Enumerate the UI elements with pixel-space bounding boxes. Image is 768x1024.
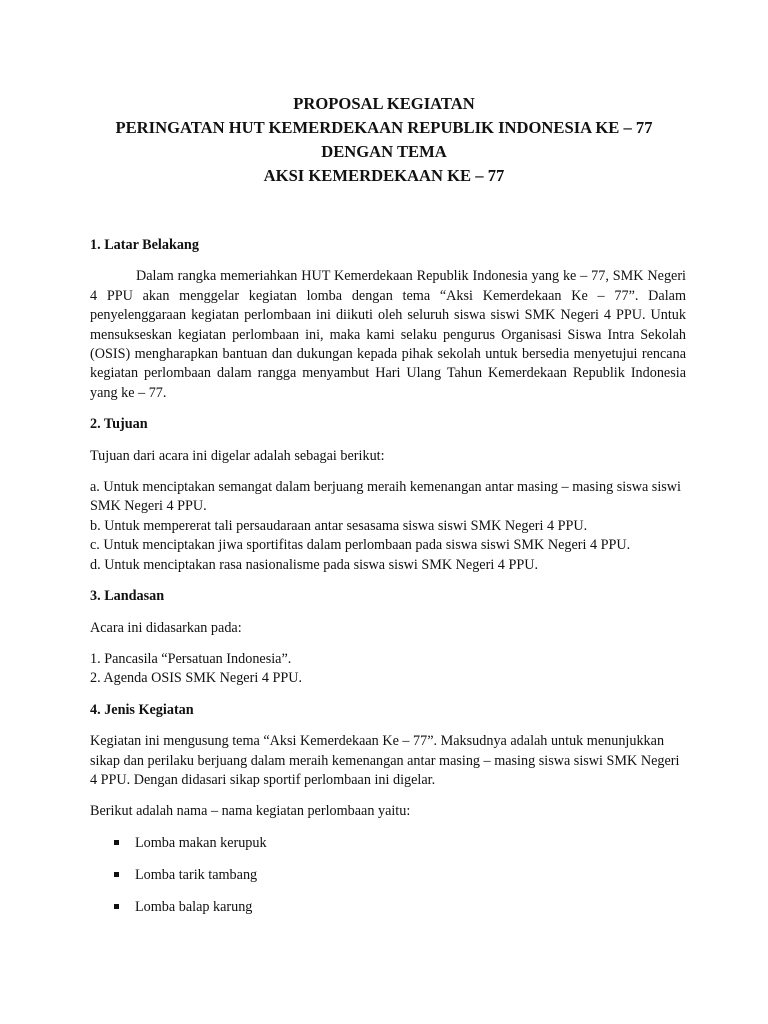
list-item: Lomba makan kerupuk xyxy=(90,834,686,853)
list-item: b. Untuk mempererat tali persaudaraan antar sesasama siswa siswi SMK Negeri 4 PPU. xyxy=(90,517,588,534)
title-line-2: PERINGATAN HUT KEMERDEKAAN REPUBLIK INDONESIA KE – 77 xyxy=(115,118,653,137)
document-body xyxy=(90,236,686,930)
list-item: Lomba tarik tambang xyxy=(90,866,686,885)
tujuan-intro: Tujuan dari acara ini digelar adalah sebagai berikut: xyxy=(90,447,385,464)
section-heading-tujuan: 2. Tujuan xyxy=(90,416,148,433)
list-item: a. Untuk menciptakan semangat dalam berjuang meraih kemenangan antar masing – masing siswa siswi SMK Negeri 4 PPU. xyxy=(90,479,681,515)
section-heading-jenis-kegiatan: 4. Jenis Kegiatan xyxy=(90,701,194,718)
landasan-list xyxy=(90,650,686,689)
list-item: 2. Agenda OSIS SMK Negeri 4 PPU. xyxy=(90,670,303,687)
title-line-1: PROPOSAL KEGIATAN xyxy=(293,94,475,113)
section-heading-latar-belakang: 1. Latar Belakang xyxy=(90,237,199,253)
jenis-kegiatan-paragraph: Kegiatan ini mengusung tema “Aksi Kemerdekaan Ke – 77”. Maksudnya adalah untuk menunjukkan sikap dan perilaku berjuang dalam meraih kemenangan antar masing – masing siswa siswi SMK Negeri 4 PPU. Dengan didasari sikap sportif perlombaan ini digelar. xyxy=(90,733,680,788)
title-line-4: AKSI KEMERDEKAAN KE – 77 xyxy=(263,166,505,185)
landasan-intro: Acara ini didasarkan pada: xyxy=(90,619,242,636)
list-item: d. Untuk menciptakan rasa nasionalisme pada siswa siswi SMK Negeri 4 PPU. xyxy=(90,556,539,573)
latar-belakang-paragraph: Dalam rangka memeriahkan HUT Kemerdekaan Republik Indonesia yang ke – 77, SMK Negeri 4 PPU akan menggelar kegiatan lomba dengan tema “Aksi Kemerdekaan Ke – 77”. Dalam penyelenggaraan kegiatan perlombaan ini diikuti oleh seluruh siswa siswi SMK Negeri 4 PPU. Untuk mensukseskan kegiatan perlombaan ini, maka kami selaku pengurus Organisasi Siswa Intra Sekolah (OSIS) mengharapkan bantuan dan dukungan kepada pihak sekolah untuk bersedia menyetujui rencana kegiatan perlombaan dalam rangga menyambut Hari Ulang Tahun Kemerdekaan Republik Indonesia yang ke – 77. xyxy=(90,268,686,401)
list-item: c. Untuk menciptakan jiwa sportifitas dalam perlombaan pada siswa siswi SMK Negeri 4 PPU. xyxy=(90,537,631,554)
tujuan-list xyxy=(90,478,686,575)
lomba-bullet-list xyxy=(90,834,686,917)
list-item: Lomba balap karung xyxy=(90,898,686,917)
document-title xyxy=(0,92,768,188)
title-line-3: DENGAN TEMA xyxy=(321,142,447,161)
jenis-kegiatan-intro: Berikut adalah nama – nama kegiatan perlombaan yaitu: xyxy=(90,803,411,820)
section-heading-landasan: 3. Landasan xyxy=(90,588,165,605)
list-item: 1. Pancasila “Persatuan Indonesia”. xyxy=(90,650,292,667)
